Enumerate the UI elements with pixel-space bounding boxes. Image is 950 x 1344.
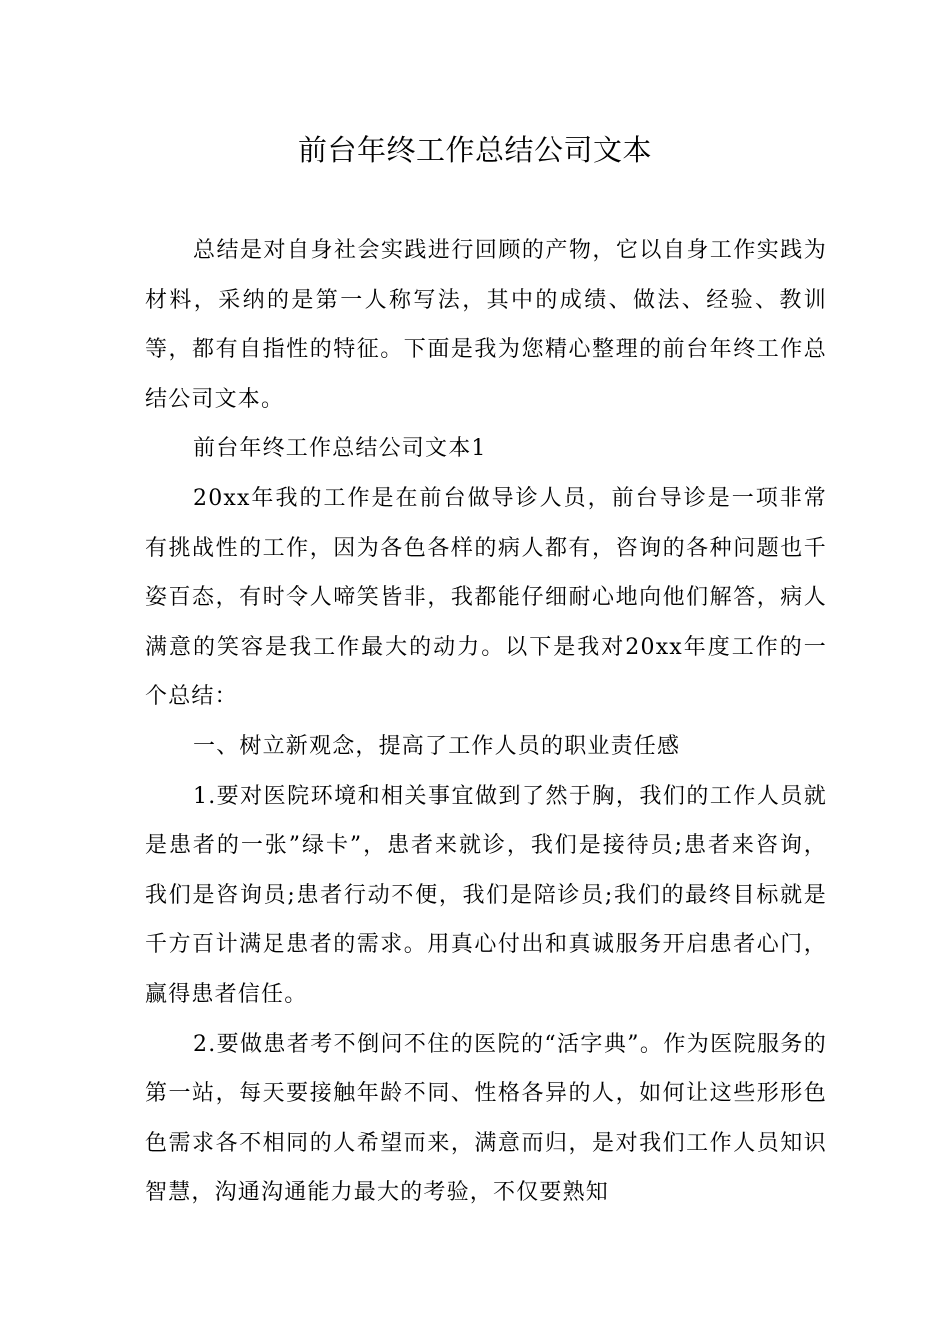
paragraph-work-overview: 20xx年我的工作是在前台做导诊人员，前台导诊是一项非常有挑战性的工作，因为各色各样的病人都有，咨询的各种问题也千姿百态，有时令人啼笑皆非，我都能仔细耐心地向他们解答，病人满意的笑容是我工作最大的动力。以下是我对20xx年度工作的一个总结： xyxy=(145,485,827,710)
section-heading-text-1: 前台年终工作总结公司文本1 xyxy=(193,436,487,462)
document-body xyxy=(145,226,827,1218)
paragraph-item-1: 1.要对医院环境和相关事宜做到了然于胸，我们的工作人员就是患者的一张”绿卡”，患者来就诊，我们是接待员;患者来咨询，我们是咨询员;患者行动不便，我们是陪诊员;我们的最终目标就是千方百计满足患者的需求。用真心付出和真诚服务开启患者心门，赢得患者信任。 xyxy=(145,783,827,1007)
document-title: 前台年终工作总结公司文本 xyxy=(297,133,652,167)
paragraph-intro: 总结是对自身社会实践进行回顾的产物，它以自身工作实践为材料，采纳的是第一人称写法，其中的成绩、做法、经验、教训等，都有自指性的特征。下面是我为您精心整理的前台年终工作总结公司文本。 xyxy=(145,238,827,412)
section-heading-1: 一、树立新观念，提高了工作人员的职业责任感 xyxy=(193,733,681,759)
paragraph-item-2: 2.要做患者考不倒问不住的医院的“活字典”。作为医院服务的第一站，每天要接触年龄不同、性格各异的人，如何让这些形形色色需求各不相同的人希望而来，满意而归，是对我们工作人员知识智慧，沟通沟通能力最大的考验，不仅要熟知 xyxy=(145,1031,827,1206)
